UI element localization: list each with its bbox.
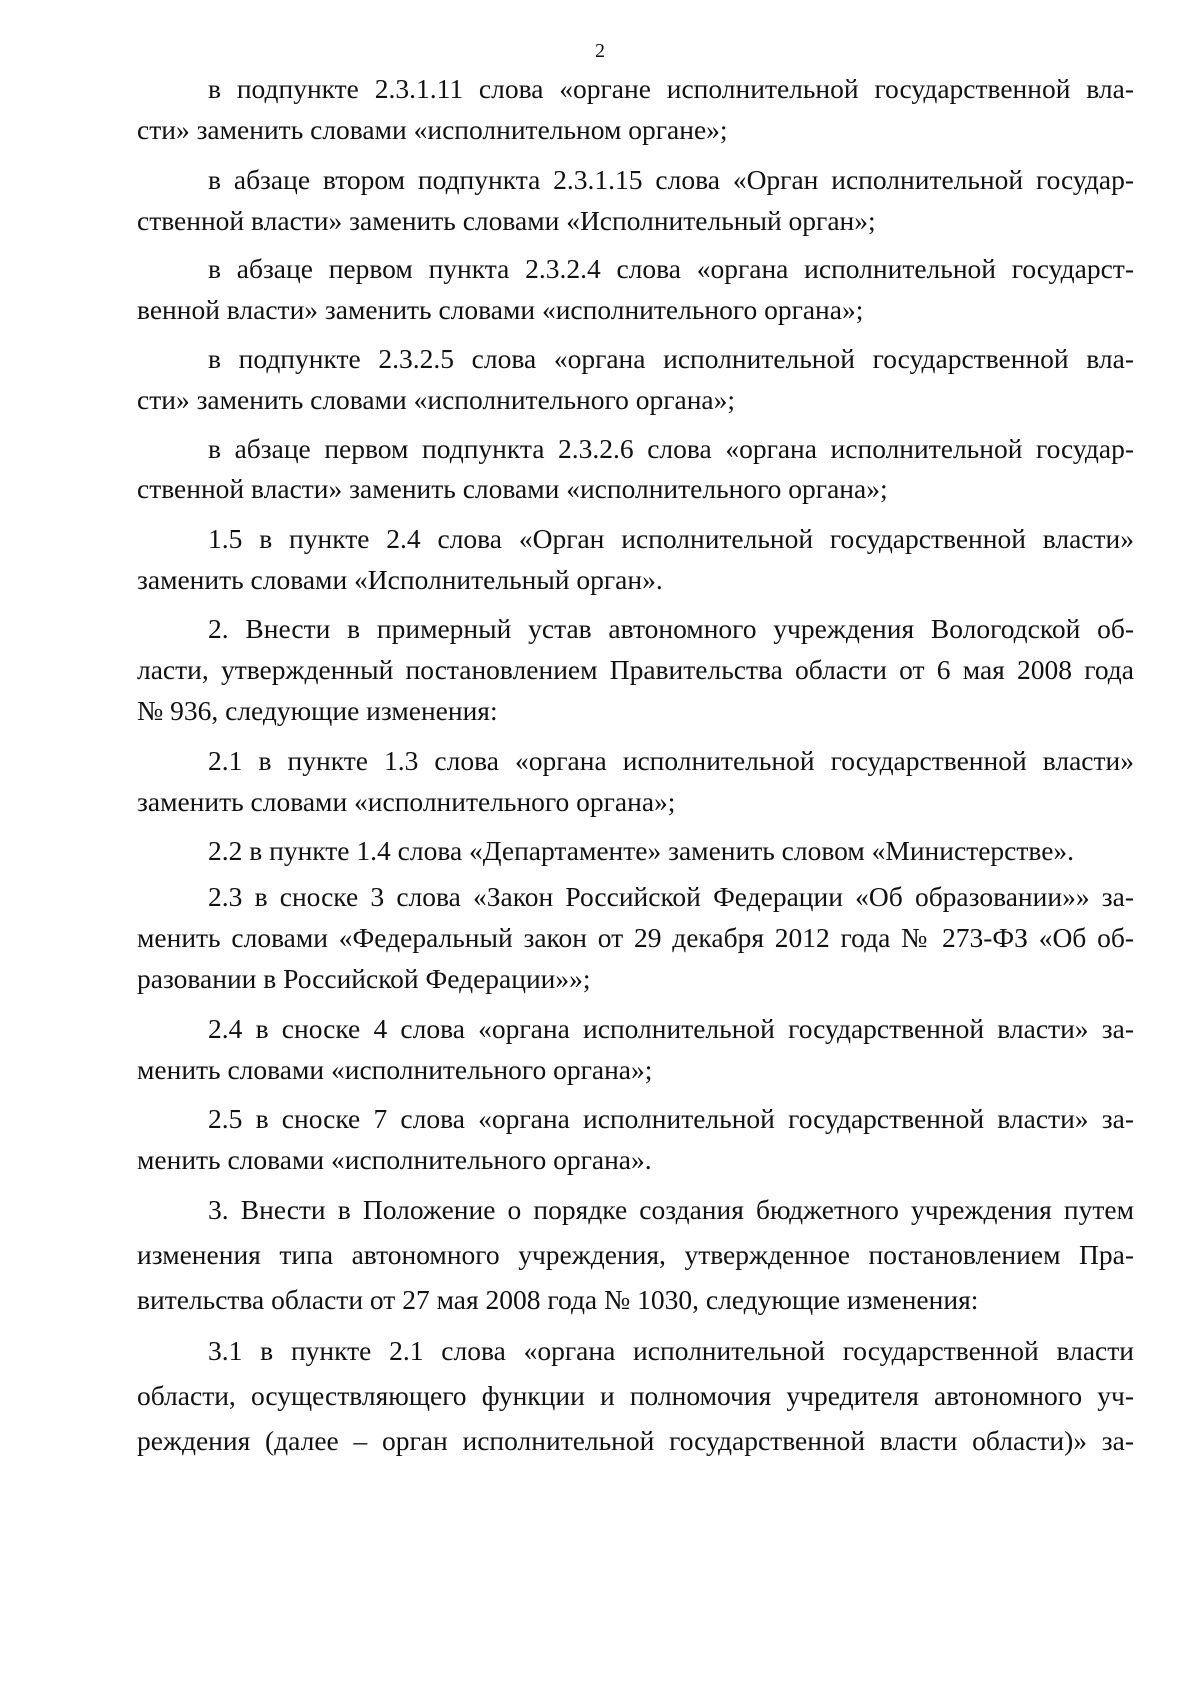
text-line: 1.5 в пункте 2.4 слова «Орган исполнительной государственной власти» — [208, 523, 1134, 554]
text-line: в абзаце первом подпункта 2.3.2.6 слова «органа исполнительной государ- — [208, 433, 1134, 464]
text-line: в подпункте 2.3.2.5 слова «органа исполнительной государственной вла- — [208, 343, 1134, 374]
text-line: области, осуществляющего функции и полномочия учредителя автономного уч- — [137, 1380, 1134, 1411]
text-line: в подпункте 2.3.1.11 слова «органе исполнительной государственной вла- — [208, 73, 1134, 104]
text-line: 3. Внести в Положение о порядке создания бюджетного учреждения путем — [208, 1194, 1134, 1225]
text-line: сти» заменить словами «исполнительного органа»; — [137, 384, 736, 415]
text-line: сти» заменить словами «исполнительном органе»; — [137, 114, 728, 145]
text-line: венной власти» заменить словами «исполнительного органа»; — [137, 294, 864, 325]
text-line: 2. Внести в примерный устав автономного учреждения Вологодской об- — [208, 613, 1134, 644]
text-line: реждения (далее – орган исполнительной государственной власти области)» за- — [137, 1425, 1134, 1456]
text-line: 2.4 в сноске 4 слова «органа исполнительной государственной власти» за- — [208, 1013, 1134, 1044]
text-line: заменить словами «Исполнительный орган». — [137, 564, 663, 595]
text-line: 2.3 в сноске 3 слова «Закон Российской Федерации «Об образовании»» за- — [208, 881, 1134, 912]
text-line: в абзаце втором подпункта 2.3.1.15 слова «Орган исполнительной государ- — [208, 164, 1134, 195]
text-line: изменения типа автономного учреждения, утвержденное постановлением Пра- — [137, 1239, 1134, 1270]
text-line: менить словами «исполнительного органа»; — [137, 1054, 653, 1085]
text-line: ственной власти» заменить словами «Исполнительный орган»; — [137, 205, 876, 236]
text-line: заменить словами «исполнительного органа»; — [137, 786, 676, 817]
text-line: 3.1 в пункте 2.1 слова «органа исполнительной государственной власти — [208, 1335, 1134, 1366]
text-line: менить словами «исполнительного органа». — [137, 1144, 652, 1175]
text-line: № 936, следующие изменения: — [137, 695, 498, 726]
text-line: 2.1 в пункте 1.3 слова «органа исполнительной государственной власти» — [208, 745, 1134, 776]
text-line: 2.5 в сноске 7 слова «органа исполнительной государственной власти» за- — [208, 1103, 1134, 1134]
text-line: ласти, утвержденный постановлением Правительства области от 6 мая 2008 года — [137, 654, 1134, 685]
text-line: ственной власти» заменить словами «исполнительного органа»; — [137, 473, 888, 504]
text-line: в абзаце первом пункта 2.3.2.4 слова «органа исполнительной государст- — [208, 253, 1134, 284]
text-line: вительства области от 27 мая 2008 года № 1030, следующие изменения: — [137, 1284, 979, 1315]
text-line: менить словами «Федеральный закон от 29 декабря 2012 года № 273-ФЗ «Об об- — [137, 922, 1134, 953]
text-line: разовании в Российской Федерации»»; — [137, 963, 591, 994]
page-number: 2 — [595, 40, 605, 62]
text-line: 2.2 в пункте 1.4 слова «Департаменте» заменить словом «Министерстве». — [208, 835, 1075, 866]
